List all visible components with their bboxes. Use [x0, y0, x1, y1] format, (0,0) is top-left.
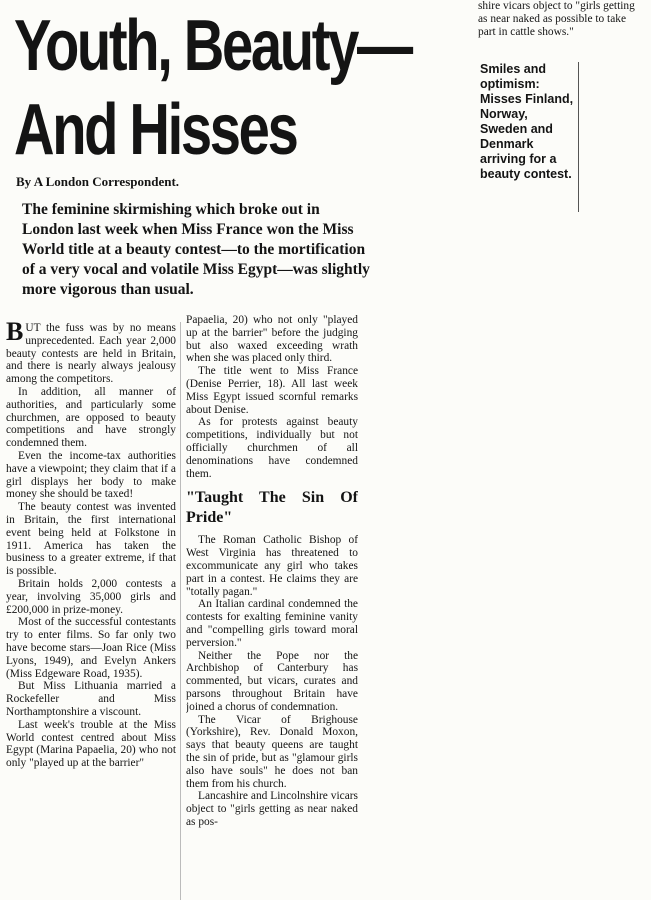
paragraph: Lancashire and Lincolnshire vicars object to "girls getting as near naked as pos- — [186, 790, 358, 828]
paragraph: As for protests against beauty competitions, individually but not officially churchmen of all denominations have condemned them. — [186, 416, 358, 480]
caption-rule — [578, 62, 579, 212]
headline-line-2: And Hisses — [14, 90, 297, 170]
column-divider — [180, 322, 181, 900]
article-column-1 — [6, 322, 176, 900]
paragraph: The Roman Catholic Bishop of West Virginia has threatened to excommunicate any girl who takes part in a contest. He claims they are "totally pagan." — [186, 534, 358, 598]
photo-caption: Smiles and optimism: Misses Finland, Norway, Sweden and Denmark arriving for a beauty contest. — [480, 62, 574, 181]
paragraph: An Italian cardinal condemned the contests for exalting feminine vanity and "compelling girls toward moral perversion." — [186, 598, 358, 649]
paragraph: Papaelia, 20) who not only "played up at the barrier" before the judging but also waxed exceeding wrath when she was placed only third. — [186, 314, 358, 365]
section-subhead: "Taught The Sin Of Pride" — [186, 489, 358, 527]
paragraph: The Vicar of Brighouse (Yorkshire), Rev. Donald Moxon, says that beauty queens are taught the sin of pride, but as "glamour girls also have souls" he does not ban them from his church. — [186, 713, 358, 790]
paragraph: The beauty contest was invented in Britain, the first international event being held at Folkstone in 1911. America has taken the business to a greater extreme, if that is possible. — [6, 501, 176, 578]
paragraph: Last week's trouble at the Miss World contest centred about Miss Egypt (Marina Papaelia, 20) who not only "played up at the barrier" — [6, 718, 176, 770]
paragraph: BUT the fuss was by no means unprecedented. Each year 2,000 beauty contests are held in Britain, and there is nearly always jealousy among the competitors. — [6, 322, 176, 386]
paragraph: Even the income-tax authorities have a viewpoint; they claim that if a girl displays her body to make money she should be taxed! — [6, 449, 176, 501]
paragraph: The title went to Miss France (Denise Perrier, 18). All last week Miss Egypt issued scornful remarks about Denise. — [186, 365, 358, 416]
continued-text-clip: shire vicars object to "girls getting as near naked as possible to take part in cattle shows." — [478, 0, 635, 38]
paragraph: Most of the successful contestants try to enter films. So far only two have become stars—Joan Rice (Miss Lyons, 1949), and Evelyn Ankers (Miss Edgeware Road, 1935). — [6, 616, 176, 680]
headline-line-1: Youth, Beauty— — [14, 6, 411, 86]
drop-cap: B — [6, 322, 24, 346]
paragraph: But Miss Lithuania married a Rockefeller and Miss Northamptonshire a viscount. — [6, 680, 176, 718]
paragraph: In addition, all manner of authorities, and particularly some churchmen, are opposed to beauty competitions and have strongly condemned them. — [6, 385, 176, 450]
paragraph: Neither the Pope nor the Archbishop of Canterbury has commented, but vicars, curates and parsons throughout Britain have joined a chorus of condemnation. — [186, 649, 358, 713]
paragraph: Britain holds 2,000 contests a year, involving 35,000 girls and £200,000 in prize-money. — [6, 577, 176, 616]
headline — [14, 4, 411, 172]
article-column-2 — [186, 314, 358, 900]
byline: By A London Correspondent. — [16, 174, 180, 189]
intro-paragraph: The feminine skirmishing which broke out in London last week when Miss France won the Miss World title at a beauty contest—to the mortification of a very vocal and volatile Miss Egypt—was slightly more vigorous than usual. — [22, 201, 370, 298]
